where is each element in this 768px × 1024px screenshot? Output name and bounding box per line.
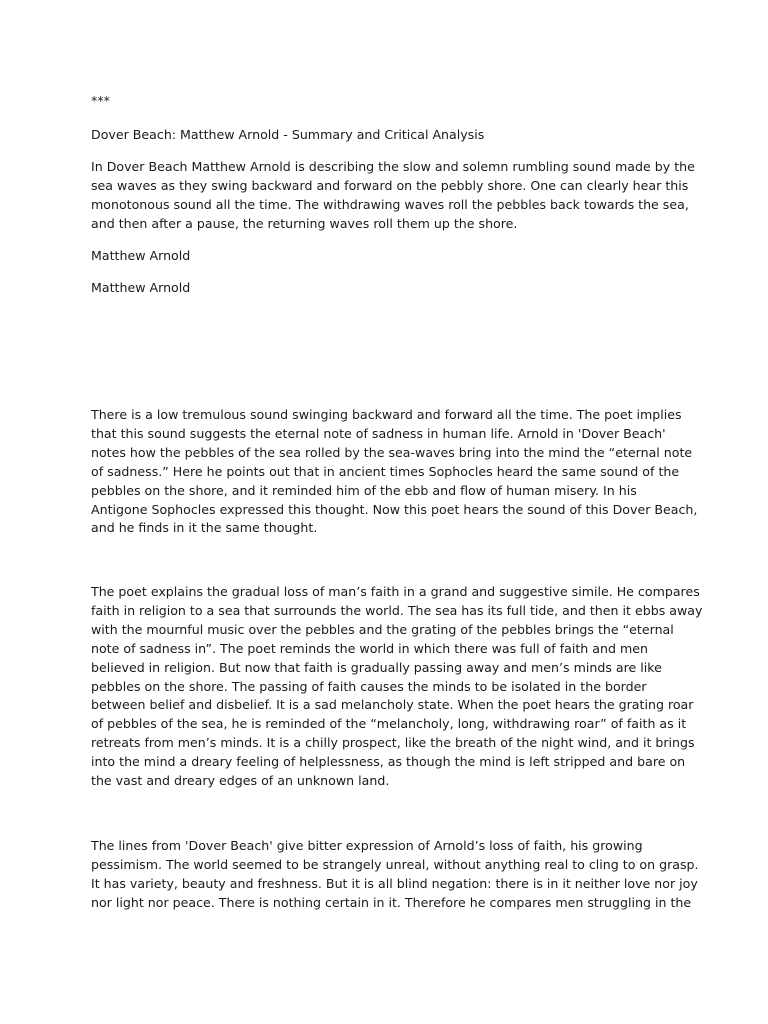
paragraph-line: sea waves as they swing backward and forward on the pebbly shore. One can clearly hear this: [91, 177, 689, 193]
paragraph-line: between belief and disbelief. It is a sad melancholy state. When the poet hears the grating roar: [91, 697, 694, 713]
paragraph-line: It has variety, beauty and freshness. But it is all blind negation: there is in it neither love nor joy: [91, 875, 698, 891]
paragraph-line: pebbles on the shore, and it reminded him of the ebb and flow of human misery. In his: [91, 482, 637, 498]
paragraph-line: notes how the pebbles of the sea rolled by the sea-waves bring into the mind the “eternal note: [91, 444, 693, 460]
paragraph-line: Antigone Sophocles expressed this thought. Now this poet hears the sound of this Dover Beach,: [91, 501, 698, 517]
paragraph-line: and then after a pause, the returning waves roll them up the shore.: [91, 215, 518, 231]
paragraph-line: that this sound suggests the eternal note of sadness in human life. Arnold in 'Dover Beach': [91, 425, 666, 441]
paragraph-line: pebbles on the shore. The passing of faith causes the minds to be isolated in the border: [91, 678, 647, 694]
paragraph-line: of pebbles of the sea, he is reminded of the “melancholy, long, withdrawing roar” of faith as it: [91, 716, 687, 732]
paragraph-line: into the mind a dreary feeling of helplessness, as though the mind is left stripped and bare on: [91, 754, 686, 770]
paragraph-line: In Dover Beach Matthew Arnold is describing the slow and solemn rumbling sound made by the: [91, 159, 695, 174]
body-paragraph: [91, 583, 703, 791]
section-separator: ***: [91, 93, 110, 108]
paragraph-line: retreats from men’s minds. It is a chilly prospect, like the breath of the night wind, and it brings: [91, 735, 695, 751]
paragraph-line: and he finds in it the same thought.: [91, 520, 318, 536]
paragraph-line: There is a low tremulous sound swinging backward and forward all the time. The poet implies: [91, 407, 682, 422]
paragraph-line: of sadness.” Here he points out that in ancient times Sophocles heard the same sound of the: [91, 463, 680, 479]
body-paragraph: [91, 406, 698, 538]
body-paragraph: [91, 837, 699, 913]
paragraph-line: nor light nor peace. There is nothing certain in it. Therefore he compares men struggling in the: [91, 894, 692, 910]
intro-paragraph: [91, 158, 695, 234]
paragraph-line: monotonous sound all the time. The withdrawing waves roll the pebbles back towards the sea,: [91, 196, 689, 212]
paragraph-line: the vast and dreary edges of an unknown land.: [91, 773, 390, 789]
paragraph-line: with the mournful music over the pebbles and the grating of the pebbles brings the “eternal: [91, 621, 674, 637]
paragraph-line: The poet explains the gradual loss of man’s faith in a grand and suggestive simile. He compares: [91, 584, 700, 599]
paragraph-line: note of sadness in”. The poet reminds the world in which there was full of faith and men: [91, 640, 648, 656]
paragraph-line: believed in religion. But now that faith is gradually passing away and men’s minds are like: [91, 659, 662, 675]
paragraph-line: The lines from 'Dover Beach' give bitter expression of Arnold’s loss of faith, his growing: [91, 838, 643, 853]
author-line: Matthew Arnold: [91, 248, 191, 263]
paragraph-line: pessimism. The world seemed to be strangely unreal, without anything real to cling to on grasp.: [91, 856, 699, 872]
paragraph-line: faith in religion to a sea that surrounds the world. The sea has its full tide, and then it ebbs away: [91, 602, 703, 618]
author-line: Matthew Arnold: [91, 280, 191, 295]
document-title: Dover Beach: Matthew Arnold - Summary and Critical Analysis: [91, 127, 485, 142]
